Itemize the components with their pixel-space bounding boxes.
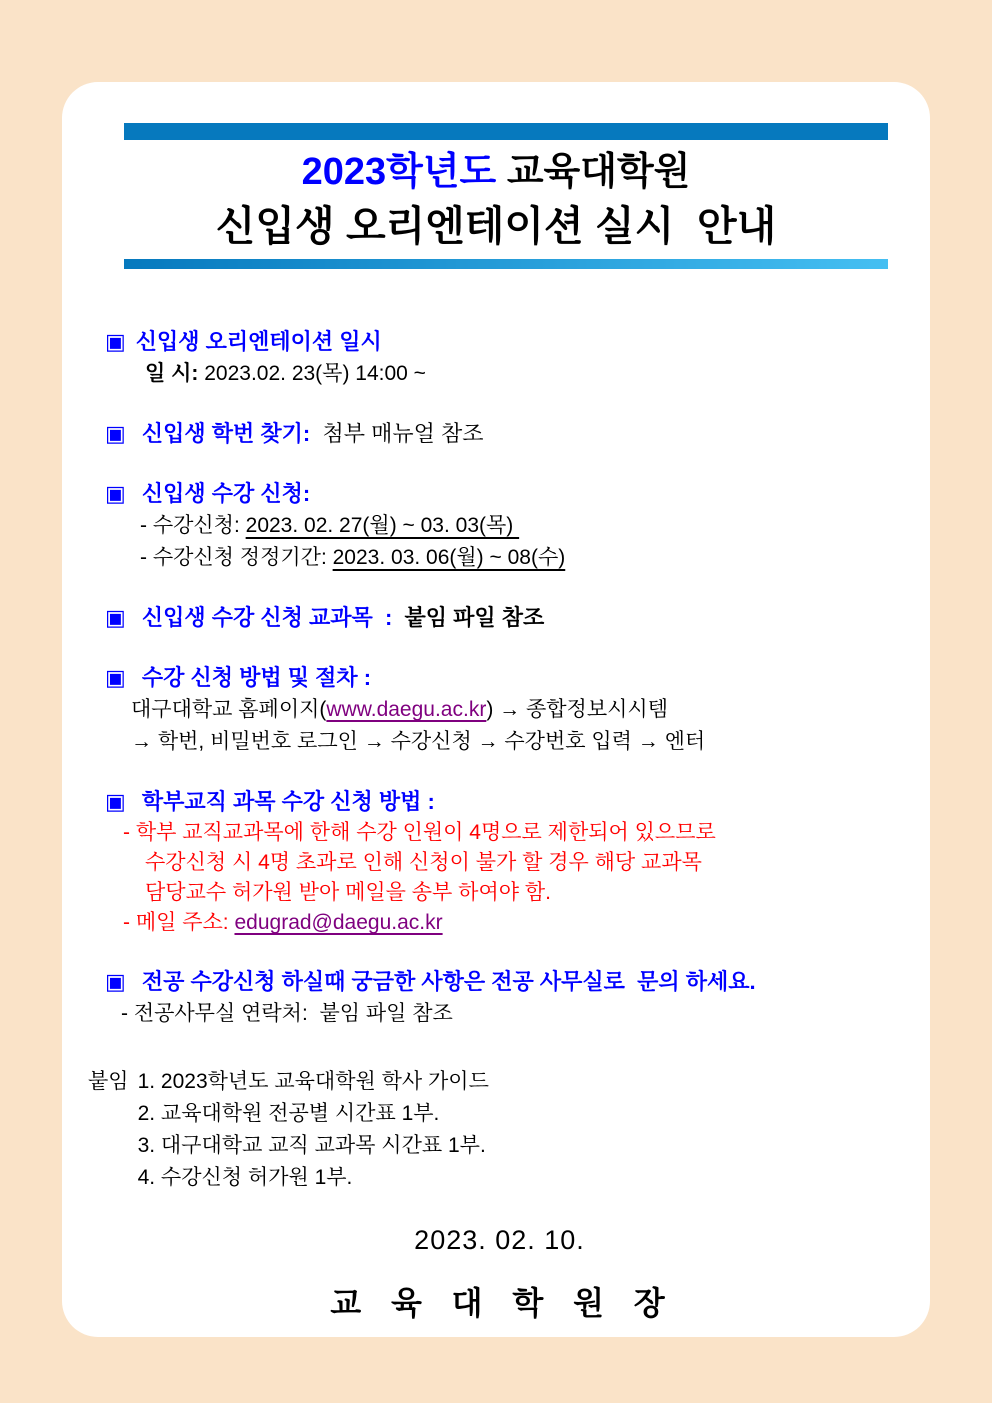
section-student-id <box>105 418 894 450</box>
section-bullet-icon: ▣ <box>105 969 126 994</box>
orientation-datetime-line <box>105 358 894 390</box>
attachments-list <box>88 1066 894 1194</box>
document-date: 2023. 02. 10. <box>414 1225 585 1255</box>
attachment-item: 2. 교육대학원 전공별 시간표 1부. <box>137 1102 440 1125</box>
mail-address-label: - 메일 주소: <box>123 911 235 934</box>
teaching-warning-line-1: - 학부 교직교과목에 한해 수강 인원이 4명으로 제한되어 있으므로 <box>123 821 716 844</box>
section-orientation <box>105 326 894 390</box>
email-link[interactable]: edugrad@daegu.ac.kr <box>234 911 443 934</box>
title-year: 2023학년도 <box>301 151 497 193</box>
method-step-line-2: → 학번, 비밀번호 로그인 → 수강신청 → 수강번호 입력 → 엔터 <box>131 730 706 753</box>
section-course-list <box>105 602 894 634</box>
registration-period-label: - 수강신청: <box>140 514 246 537</box>
page-subtitle: 신입생 오리엔테이션 실시 안내 <box>215 203 777 249</box>
document-panel <box>62 82 930 1337</box>
signature-dean: 교 육 대 학 원 장 <box>330 1285 669 1321</box>
teaching-warning-line-2: 수강신청 시 4명 초과로 인해 신청이 불가 할 경우 해당 교과목 <box>145 851 702 874</box>
section-course-list-heading: ▣ 신입생 수강 신청 교과목 : 붙임 파일 참조 <box>105 602 894 634</box>
attachment-item: 4. 수강신청 허가원 1부. <box>137 1166 353 1189</box>
mail-address-line <box>105 908 894 938</box>
section-bullet-icon: ▣ <box>105 605 126 630</box>
university-homepage-link[interactable]: www.daegu.ac.kr <box>326 698 487 721</box>
section-undergrad-teaching-heading: ▣ 학부교직 과목 수강 신청 방법 : <box>105 786 894 818</box>
registration-period-dates: 2023. 02. 27(월) ~ 03. 03(목) <box>245 514 520 537</box>
header-bottom-bar <box>124 259 888 269</box>
attachments-items <box>138 1066 489 1194</box>
document-body <box>88 326 894 1324</box>
orientation-datetime-value: 2023.02. 23(목) 14:00 ~ <box>198 362 426 385</box>
student-id-value: 첨부 매뉴얼 참조 <box>310 421 484 446</box>
method-step-line-1: 대구대학교 홈페이지(www.daegu.ac.kr) → 종합정보시시템 <box>131 698 668 721</box>
section-bullet-icon: ▣ <box>105 665 126 690</box>
section-student-id-heading: ▣ 신입생 학번 찾기: 첨부 매뉴얼 참조 <box>105 418 894 450</box>
section-major-inquiry <box>105 966 894 1030</box>
major-office-contact-line: - 전공사무실 연락처: 붙임 파일 참조 <box>121 1002 453 1025</box>
orientation-datetime-label: 일 시: <box>145 362 199 385</box>
section-method-heading: ▣ 수강 신청 방법 및 절차 : <box>105 662 894 694</box>
correction-period-line <box>105 542 894 574</box>
attachment-item: 3. 대구대학교 교직 교과목 시간표 1부. <box>137 1134 486 1157</box>
section-bullet-icon: ▣ <box>105 421 126 446</box>
course-list-value: 붙임 파일 참조 <box>398 605 545 630</box>
attachments-label: 붙임 <box>88 1070 129 1093</box>
page-title <box>62 147 930 197</box>
title-org: 교육대학원 <box>496 151 691 193</box>
correction-period-dates: 2023. 03. 06(월) ~ 08(수) <box>332 546 566 569</box>
section-bullet-icon: ▣ <box>105 789 126 814</box>
correction-period-label: - 수강신청 정정기간: <box>140 546 333 569</box>
section-bullet-icon: ▣ <box>105 481 126 506</box>
teaching-warning-line-3: 담당교수 허가원 받아 메일을 송부 하여야 함. <box>145 881 551 904</box>
section-orientation-heading: ▣ 신입생 오리엔테이션 일시 <box>105 326 894 358</box>
section-course-registration-heading: ▣ 신입생 수강 신청: <box>105 478 894 510</box>
section-undergrad-teaching <box>105 786 894 938</box>
registration-period-line <box>105 510 894 542</box>
header-top-bar <box>124 123 888 140</box>
section-method <box>105 662 894 758</box>
attachment-item: 1. 2023학년도 교육대학원 학사 가이드 <box>137 1070 489 1093</box>
section-bullet-icon: ▣ <box>105 329 126 354</box>
section-course-registration <box>105 478 894 574</box>
section-major-inquiry-heading: ▣ 전공 수강신청 하실때 궁금한 사항은 전공 사무실로 문의 하세요. <box>105 966 894 998</box>
